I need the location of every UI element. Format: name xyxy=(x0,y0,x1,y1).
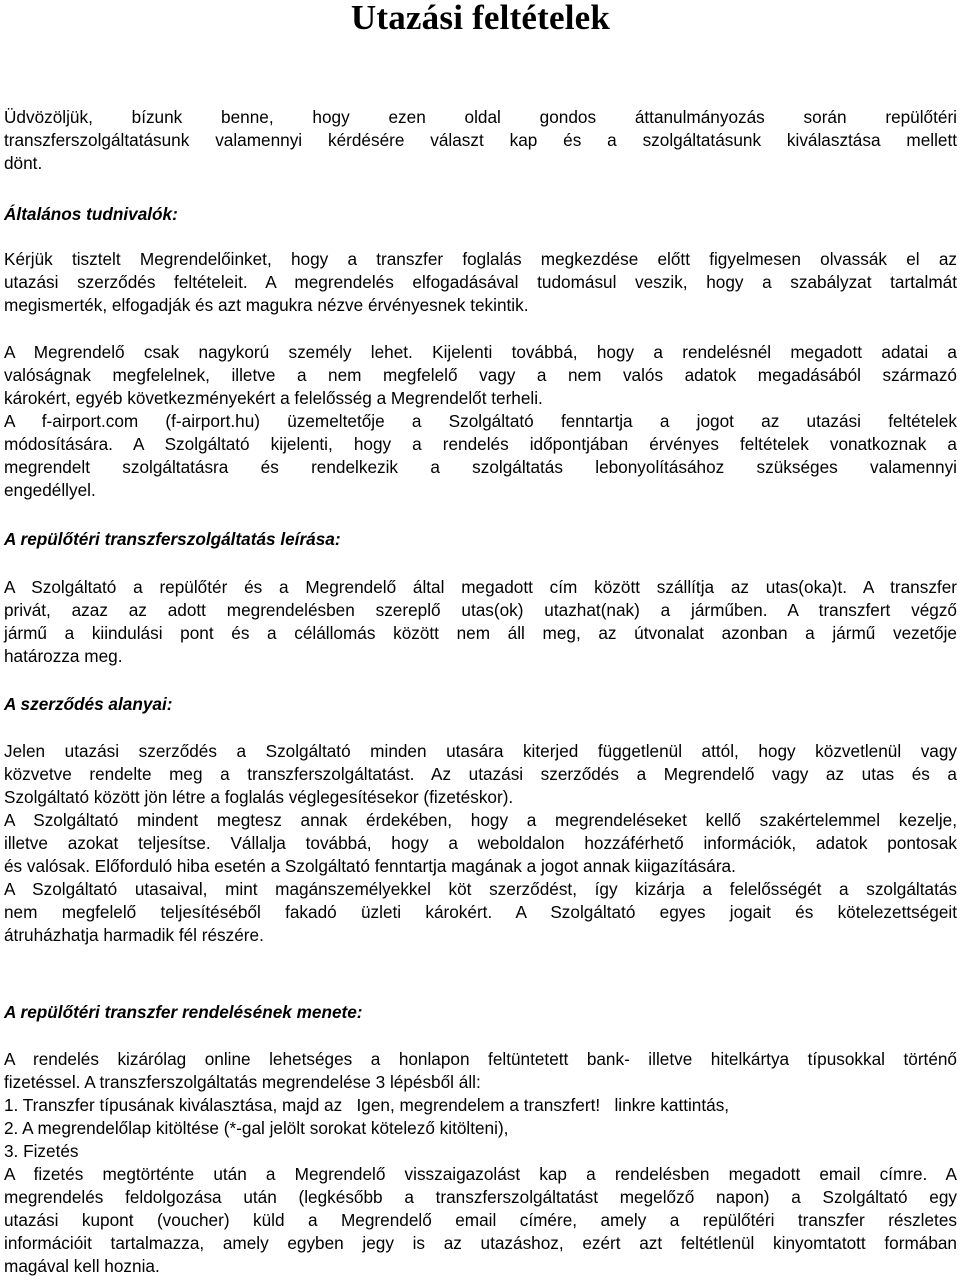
text-line: közvetve rendelte meg a transzferszolgáltatást. Az utazási szerződés a Megrendelő vagy az utas és a xyxy=(4,764,957,784)
general-paragraph-1 xyxy=(4,248,957,317)
text-line: károkért, egyéb következményekért a felelősség a Megrendelőt terheli. xyxy=(4,388,543,408)
text-line: megismerték, elfogadják és azt magukra nézve érvényesnek tekintik. xyxy=(4,295,529,315)
text-line: A f-airport.com (f-airport.hu) üzemeltetője a Szolgáltató fenntartja a jogot az utazási feltételek xyxy=(4,411,957,431)
list-item: 1. Transzfer típusának kiválasztása, majd az Igen, megrendelem a transzfert! linkre kattintás, xyxy=(4,1095,730,1115)
parties-paragraph xyxy=(4,740,957,947)
section-heading-parties: A szerződés alanyai: xyxy=(4,694,173,714)
text-line: transzferszolgáltatásunk valamennyi kérdésére választ kap és a szolgáltatásunk kiválasztása mellett xyxy=(4,130,957,150)
section-heading-ordering: A repülőtéri transzfer rendelésének menete: xyxy=(4,1002,363,1022)
text-line: engedéllyel. xyxy=(4,480,96,500)
text-line: illetve azokat teljesítse. Vállalja továbbá, hogy a weboldalon hozzáférhető információk, adatok pontosak xyxy=(4,833,957,853)
text-line: jármű a kiindulási pont és a célállomás között nem áll meg, az útvonalat azonban a jármű vezetője xyxy=(4,623,957,643)
general-paragraph-2 xyxy=(4,341,957,502)
text-line: Jelen utazási szerződés a Szolgáltató minden utasára kiterjed függetlenül attól, hogy közvetlenül vagy xyxy=(4,741,957,761)
ordering-paragraph-1 xyxy=(4,1048,957,1163)
text-line: Kérjük tisztelt Megrendelőinket, hogy a transzfer foglalás megkezdése előtt figyelmesen olvassák el az xyxy=(4,249,957,269)
list-item: 2. A megrendelőlap kitöltése (*-gal jelölt sorokat kötelező kitölteni), xyxy=(4,1118,509,1138)
text-line: A Megrendelő csak nagykorú személy lehet. Kijelenti továbbá, hogy a rendelésnél megadott adatai a xyxy=(4,342,957,362)
text-line: átruházhatja harmadik fél részére. xyxy=(4,925,264,945)
section-heading-description: A repülőtéri transzferszolgáltatás leírása: xyxy=(4,529,341,549)
text-line: A Szolgáltató utasaival, mint magánszemélyekkel köt szerződést, így kizárja a felelősségét a szolgáltatás xyxy=(4,879,957,899)
description-paragraph xyxy=(4,576,957,668)
text-line: utazási szerződés feltételeit. A megrendelés elfogadásával tudomásul veszik, hogy a szabályzat tartalmát xyxy=(4,272,957,292)
text-line: A fizetés megtörténte után a Megrendelő visszaigazolást kap a rendelésben megadott email címre. A xyxy=(4,1164,957,1184)
text-line: utazási kupont (voucher) küld a Megrendelő email címére, amely a repülőtéri transzfer részletes xyxy=(4,1210,957,1230)
text-line: magával kell hoznia. xyxy=(4,1256,160,1276)
text-line: információit tartalmazza, amely egyben jegy is az utazáshoz, ezért azt feltétlenül kinyomtatott formában xyxy=(4,1233,957,1253)
text-line: Üdvözöljük, bízunk benne, hogy ezen oldal gondos áttanulmányozás során repülőtéri xyxy=(4,107,957,127)
text-line: A Szolgáltató a repülőtér és a Megrendelő által megadott cím között szállítja az utas(oka)t. A transzfer xyxy=(4,577,957,597)
ordering-paragraph-2 xyxy=(4,1163,957,1278)
list-item: 3. Fizetés xyxy=(4,1141,79,1161)
text-line: módosítására. A Szolgáltató kijelenti, hogy a rendelés időpontjában érvényes feltételek vonatkoznak a xyxy=(4,434,957,454)
text-line: határozza meg. xyxy=(4,646,123,666)
text-line: privát, azaz az adott megrendelésben szereplő utas(ok) utazhat(nak) a járműben. A transzfert végző xyxy=(4,600,957,620)
section-heading-general: Általános tudnivalók: xyxy=(4,204,178,224)
text-line: megrendelés feldolgozása után (legkésőbb a transzferszolgáltatást megelőző napon) a Szolgáltató egy xyxy=(4,1187,957,1207)
text-line: megrendelt szolgáltatásra és rendelkezik a szolgáltatás lebonyolításához szükséges valamennyi xyxy=(4,457,957,477)
intro-paragraph xyxy=(4,106,957,175)
text-line: és valósak. Előforduló hiba esetén a Szolgáltató fenntartja magának a jogot annak kiigazítására. xyxy=(4,856,736,876)
text-line: A Szolgáltató mindent megtesz annak érdekében, hogy a megrendeléseket kellő szakértelemmel kezelje, xyxy=(4,810,957,830)
text-line: Szolgáltató között jön létre a foglalás véglegesítésekor (fizetéskor). xyxy=(4,787,514,807)
text-line: A rendelés kizárólag online lehetséges a honlapon feltüntetett bank- illetve hitelkártya típusokkal történő xyxy=(4,1049,957,1069)
page-title: Utazási feltételek xyxy=(350,0,611,37)
text-line: nem megfelelő teljesítéséből fakadó üzleti károkért. A Szolgáltató egyes jogait és kötelezettségeit xyxy=(4,902,957,922)
text-line: valóságnak megfelelnek, illetve a nem megfelelő vagy a nem valós adatok megadásából származó xyxy=(4,365,957,385)
text-line: fizetéssel. A transzferszolgáltatás megrendelése 3 lépésből áll: xyxy=(4,1072,481,1092)
text-line: dönt. xyxy=(4,153,43,173)
